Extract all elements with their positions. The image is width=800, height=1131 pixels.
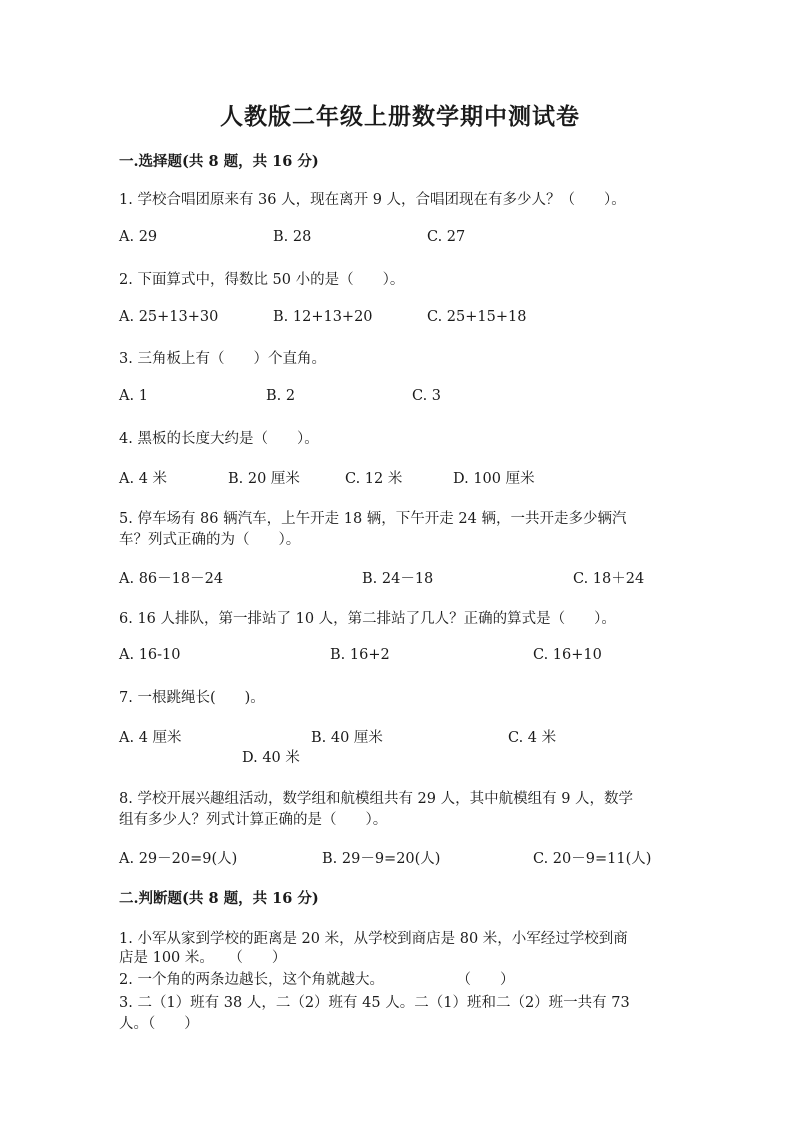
option-2c: C. 25+15+18 bbox=[427, 309, 527, 325]
judgment-2: 2. 一个角的两条边越长，这个角就越大。 （ ） bbox=[119, 972, 515, 988]
option-2b: B. 12+13+20 bbox=[273, 309, 373, 325]
option-7d: D. 40 米 bbox=[242, 750, 300, 766]
page-title: 人教版二年级上册数学期中测试卷 bbox=[220, 103, 580, 130]
question-1: 1. 学校合唱团原来有 36 人，现在离开 9 人，合唱团现在有多少人？（ ）。 bbox=[119, 192, 626, 208]
option-5b: B. 24－18 bbox=[362, 571, 434, 587]
option-3c: C. 3 bbox=[412, 388, 442, 404]
question-5-line-1: 5. 停车场有 86 辆汽车，上午开走 18 辆，下午开走 24 辆，一共开走多少辆汽 bbox=[119, 511, 627, 527]
option-8a: A. 29－20=9(人) bbox=[119, 851, 238, 867]
option-6b: B. 16+2 bbox=[330, 647, 390, 663]
option-8c: C. 20－9=11(人) bbox=[533, 851, 652, 867]
option-7c: C. 4 米 bbox=[508, 730, 557, 746]
option-3b: B. 2 bbox=[266, 388, 296, 404]
question-6: 6. 16 人排队，第一排站了 10 人，第二排站了几人？正确的算式是（ ）。 bbox=[119, 611, 616, 627]
option-6c: C. 16+10 bbox=[533, 647, 602, 663]
option-5a: A. 86－18－24 bbox=[119, 571, 224, 587]
question-5-line-2: 车？列式正确的为（ ）。 bbox=[119, 532, 301, 548]
option-8b: B. 29－9=20(人) bbox=[322, 851, 441, 867]
judgment-3-line-2: 人。（ ） bbox=[119, 1016, 199, 1032]
option-7a: A. 4 厘米 bbox=[119, 730, 182, 746]
section-heading-choice: 一.选择题(共 8 题，共 16 分) bbox=[119, 153, 319, 170]
option-4c: C. 12 米 bbox=[345, 471, 403, 487]
option-1a: A. 29 bbox=[119, 229, 158, 245]
question-8-line-2: 组有多少人？列式计算正确的是（ ）。 bbox=[119, 812, 388, 828]
question-7: 7. 一根跳绳长( )。 bbox=[119, 690, 265, 706]
option-1b: B. 28 bbox=[273, 229, 312, 245]
option-4b: B. 20 厘米 bbox=[228, 471, 300, 487]
judgment-1-line-1: 1. 小军从家到学校的距离是 20 米，从学校到商店是 80 米，小军经过学校到商 bbox=[119, 931, 628, 947]
option-7b: B. 40 厘米 bbox=[311, 730, 383, 746]
option-3a: A. 1 bbox=[119, 388, 148, 404]
section-heading-judgment: 二.判断题(共 8 题，共 16 分) bbox=[119, 890, 319, 907]
option-4a: A. 4 米 bbox=[119, 471, 168, 487]
option-6a: A. 16-10 bbox=[119, 647, 181, 663]
question-3: 3. 三角板上有（ ）个直角。 bbox=[119, 351, 326, 367]
question-2: 2. 下面算式中，得数比 50 小的是（ ）。 bbox=[119, 272, 405, 288]
option-2a: A. 25+13+30 bbox=[119, 309, 219, 325]
option-4d: D. 100 厘米 bbox=[453, 471, 535, 487]
option-5c: C. 18＋24 bbox=[573, 571, 645, 587]
judgment-1-line-2: 店是 100 米。 （ ） bbox=[119, 950, 287, 966]
option-1c: C. 27 bbox=[427, 229, 466, 245]
question-4: 4. 黑板的长度大约是（ ）。 bbox=[119, 431, 319, 447]
judgment-3-line-1: 3. 二（1）班有 38 人，二（2）班有 45 人。二（1）班和二（2）班一共有 73 bbox=[119, 995, 630, 1011]
question-8-line-1: 8. 学校开展兴趣组活动，数学组和航模组共有 29 人，其中航模组有 9 人，数学 bbox=[119, 791, 634, 807]
